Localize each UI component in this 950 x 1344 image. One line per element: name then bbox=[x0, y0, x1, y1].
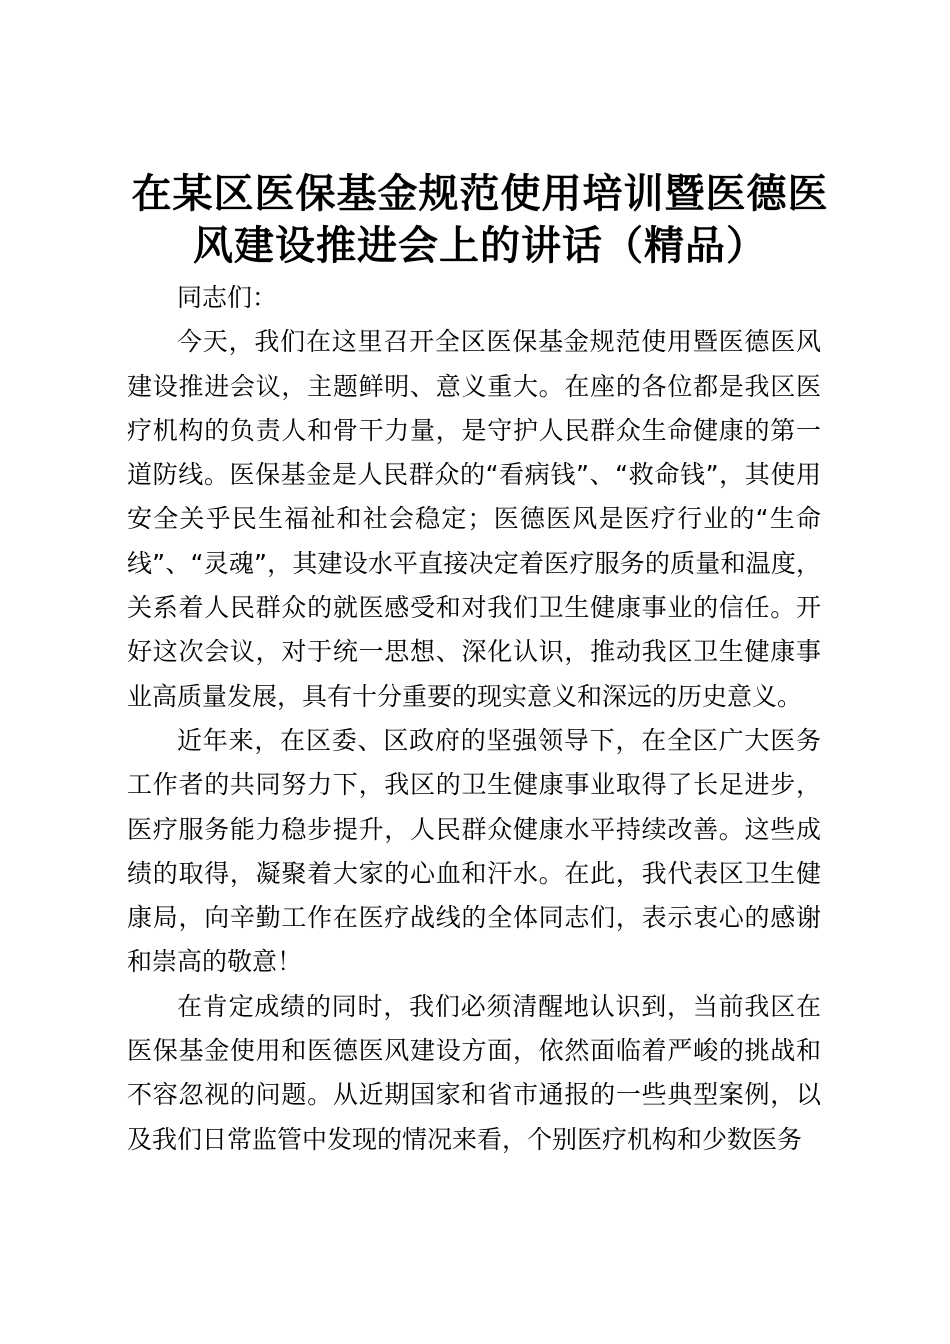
paragraph-3: 在肯定成绩的同时，我们必须清醒地认识到，当前我区在医保基金使用和医德医风建设方面，依然面临着严峻的挑战和不容忽视的问题。从近期国家和省市通报的一些典型案例，以及我们日常监管中发现的情况来看，个别医疗机构和少数医务 bbox=[127, 991, 821, 1154]
paragraph-2: 近年来，在区委、区政府的坚强领导下，在全区广大医务工作者的共同努力下，我区的卫生健康事业取得了长足进步，医疗服务能力稳步提升，人民群众健康水平持续改善。这些成绩的取得，凝聚着大家的心血和汗水。在此，我代表区卫生健康局，向辛勤工作在医疗战线的全体同志们，表示衷心的感谢和崇高的敬意！ bbox=[127, 725, 821, 977]
document-body bbox=[127, 276, 821, 1162]
paragraph-1: 今天，我们在这里召开全区医保基金规范使用暨医德医风建设推进会议，主题鲜明、意义重大。在座的各位都是我区医疗机构的负责人和骨干力量，是守护人民群众生命健康的第一道防线。医保基金是人民群众的“看病钱”、“救命钱”，其使用安全关乎民生福祉和社会稳定；医德医风是医疗行业的“生命线”、“灵魂”，其建设水平直接决定着医疗服务的质量和温度，关系着人民群众的就医感受和对我们卫生健康事业的信任。开好这次会议，对于统一思想、深化认识，推动我区卫生健康事业高质量发展，具有十分重要的现实意义和深远的历史意义。 bbox=[127, 327, 821, 711]
document-title: 在某区医保基金规范使用培训暨医德医风建设推进会上的讲话（精品） bbox=[131, 170, 829, 269]
greeting: 同志们： bbox=[177, 283, 278, 312]
